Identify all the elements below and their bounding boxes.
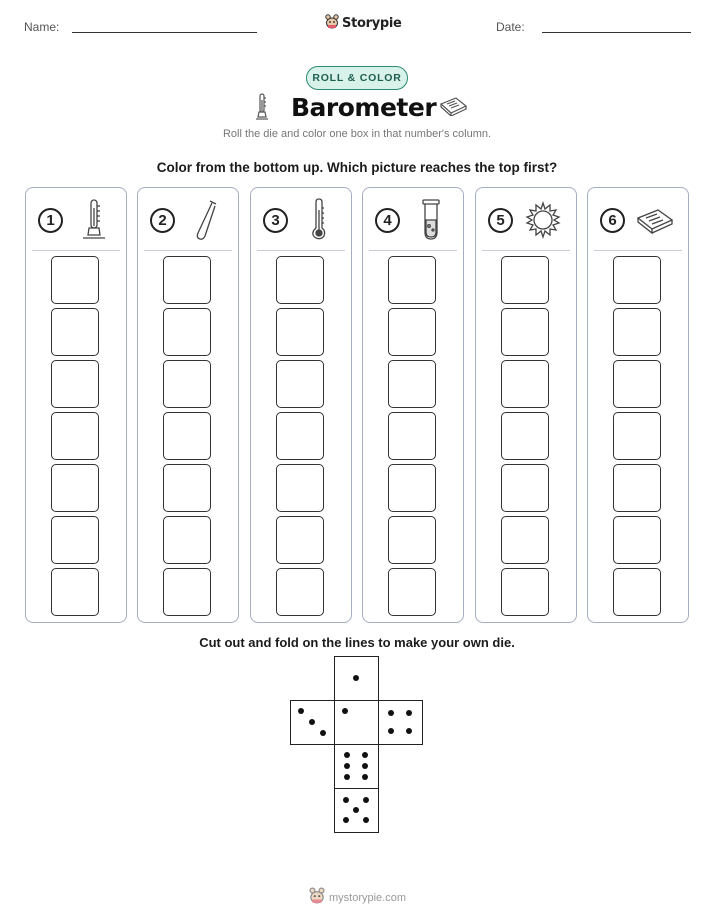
weather-station-icon: [636, 198, 674, 242]
color-box[interactable]: [388, 464, 436, 512]
column-6: [587, 187, 689, 623]
thermometer-icon: [299, 198, 337, 242]
column-number: 1: [38, 208, 63, 233]
date-line[interactable]: [542, 32, 691, 33]
die-pip: [320, 730, 326, 736]
die-face-one: [334, 656, 379, 701]
column-1: [25, 187, 127, 623]
cut-instruction: Cut out and fold on the lines to make your own die.: [199, 635, 515, 650]
die-face-three: [290, 700, 335, 745]
color-box[interactable]: [501, 360, 549, 408]
die-pip: [343, 797, 349, 803]
column-divider: [32, 250, 120, 251]
color-box[interactable]: [613, 256, 661, 304]
color-box[interactable]: [276, 464, 324, 512]
color-box[interactable]: [163, 464, 211, 512]
column-divider: [257, 250, 345, 251]
color-box[interactable]: [163, 256, 211, 304]
die-pip: [309, 719, 315, 725]
die-pip: [344, 774, 350, 780]
column-2: [137, 187, 239, 623]
die-pip: [406, 710, 412, 716]
color-box[interactable]: [51, 516, 99, 564]
column-number: 6: [600, 208, 625, 233]
color-box[interactable]: [388, 568, 436, 616]
color-box[interactable]: [163, 568, 211, 616]
color-box[interactable]: [501, 256, 549, 304]
die-pip: [406, 728, 412, 734]
name-line[interactable]: [72, 32, 257, 33]
column-divider: [594, 250, 682, 251]
color-box[interactable]: [613, 516, 661, 564]
color-box[interactable]: [163, 412, 211, 460]
color-box[interactable]: [388, 412, 436, 460]
brand-logo: [325, 13, 402, 34]
glass-tube-icon: [186, 198, 224, 242]
column-divider: [144, 250, 232, 251]
color-box[interactable]: [388, 256, 436, 304]
color-box[interactable]: [163, 308, 211, 356]
column-divider: [482, 250, 570, 251]
color-box[interactable]: [276, 308, 324, 356]
sun-icon: [524, 198, 562, 242]
weather-station-icon: [438, 96, 468, 121]
color-box[interactable]: [51, 360, 99, 408]
color-box[interactable]: [163, 516, 211, 564]
color-box[interactable]: [501, 412, 549, 460]
die-face-four: [378, 700, 423, 745]
test-tube-icon: [411, 198, 449, 242]
color-box[interactable]: [613, 464, 661, 512]
die-face-five: [334, 788, 379, 833]
column-divider: [369, 250, 457, 251]
brand-name: Storypie: [342, 16, 402, 31]
die-pip: [342, 708, 348, 714]
footer: [309, 886, 406, 909]
color-box[interactable]: [613, 568, 661, 616]
die-face-six: [334, 744, 379, 789]
color-box[interactable]: [51, 308, 99, 356]
name-label: Name:: [24, 20, 60, 34]
die-pip: [344, 763, 350, 769]
color-box[interactable]: [51, 464, 99, 512]
page-title: Barometer: [291, 93, 437, 122]
die-pip: [363, 817, 369, 823]
die-pip: [353, 675, 359, 681]
die-pip: [362, 752, 368, 758]
color-box[interactable]: [276, 256, 324, 304]
column-number: 2: [150, 208, 175, 233]
die-pip: [353, 807, 359, 813]
die-pip: [388, 710, 394, 716]
color-box[interactable]: [501, 516, 549, 564]
storypie-mascot-icon: [325, 13, 339, 34]
color-box[interactable]: [276, 412, 324, 460]
die-pip: [363, 797, 369, 803]
footer-url[interactable]: mystorypie.com: [329, 891, 407, 904]
die-pip: [344, 752, 350, 758]
color-box[interactable]: [276, 516, 324, 564]
color-box[interactable]: [51, 256, 99, 304]
column-number: 5: [488, 208, 513, 233]
column-5: [475, 187, 577, 623]
die-pip: [388, 728, 394, 734]
subtitle: Roll the die and color one box in that number's column.: [222, 128, 492, 140]
date-label: Date:: [496, 20, 525, 34]
color-box[interactable]: [613, 412, 661, 460]
die-pip: [362, 774, 368, 780]
column-4: [362, 187, 464, 623]
color-box[interactable]: [51, 568, 99, 616]
barometer-icon: [252, 92, 272, 127]
color-box[interactable]: [613, 360, 661, 408]
storypie-mascot-icon: [309, 886, 325, 909]
die-pip: [362, 763, 368, 769]
color-box[interactable]: [388, 516, 436, 564]
color-box[interactable]: [613, 308, 661, 356]
color-box[interactable]: [276, 360, 324, 408]
barometer-icon: [74, 198, 112, 242]
color-box[interactable]: [51, 412, 99, 460]
color-box[interactable]: [388, 308, 436, 356]
die-pip: [343, 817, 349, 823]
die-face-one-center: [334, 700, 379, 745]
instruction: Color from the bottom up. Which picture reaches the top first?: [156, 160, 558, 175]
color-box[interactable]: [388, 360, 436, 408]
color-box[interactable]: [163, 360, 211, 408]
roll-and-color-badge: ROLL & COLOR: [306, 66, 408, 90]
color-box[interactable]: [501, 568, 549, 616]
color-box[interactable]: [276, 568, 324, 616]
die-pip: [298, 708, 304, 714]
color-box[interactable]: [501, 308, 549, 356]
column-number: 4: [375, 208, 400, 233]
color-box[interactable]: [501, 464, 549, 512]
column-number: 3: [263, 208, 288, 233]
column-3: [250, 187, 352, 623]
